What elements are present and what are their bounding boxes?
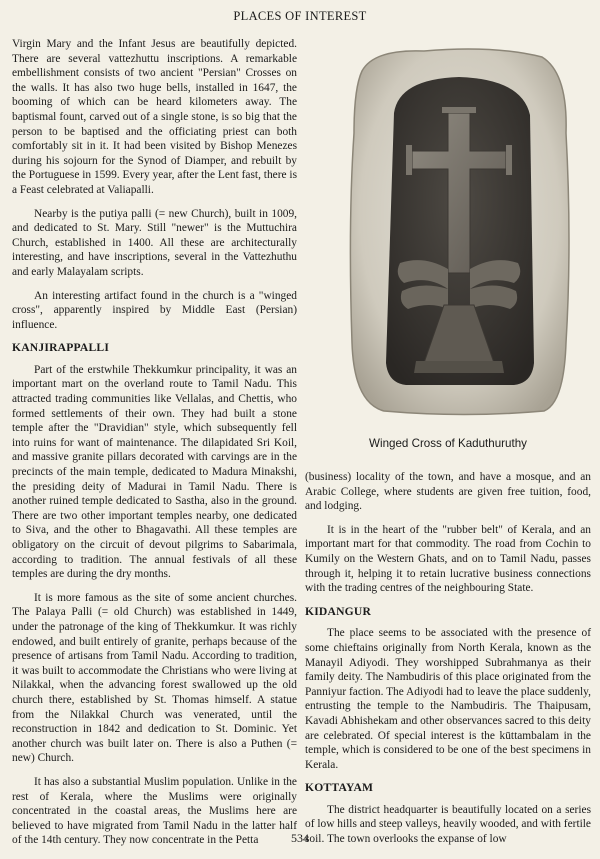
paragraph: (business) locality of the town, and have a mosque, and an Arabic College, where students are given free tuition, food, and lodging.	[305, 471, 591, 513]
paragraph: The district headquarter is beautifully located on a series of low hills and steep valleys, heavily wooded, and with fertile soil. The town overlooks the expanse of low	[305, 803, 591, 846]
paragraph: Part of the erstwhile Thekkumkur principality, it was an important mart on the overland route to Tamil Nadu. This attracted trading communities like Vellalas, and Chettis, who formed settlements of their own. They had built a stone temple after the "Dravidian" style, which subsequently fell into ruins for want of maintenance. The dilapidated Sri Koil, and massive granite pillars decorated with carvings are in the precincts of the main temple, dedicated to Madura Minakshi, the presiding deity of Madurai in Tamil Nadu. There is another ruined temple dedicated to Sastha, also in the ground. There are two other important temples nearby, one dedicated to Siva, and the other to Bhagavathi. All these temples are obligatory on the circuit of devout pilgrims to Sabarimala, according to tradition. The annual festivals of all these temples are during the dry months.	[12, 363, 297, 581]
section-heading-kanjirappalli: KANJIRAPPALLI	[12, 341, 110, 355]
paragraph: It has also a substantial Muslim population. Unlike in the rest of Kerala, where the Muslims were originally concentrated in the coastal areas, the Muslims here are believed to have migrated from Tamil Nadu in the latter half of the 14th century. They now concentrate in the Petta	[12, 775, 297, 847]
winged-cross-photo	[344, 43, 574, 418]
section-heading-kottayam: KOTTAYAM	[305, 781, 374, 795]
left-column	[12, 37, 297, 857]
paragraph: An interesting artifact found in the church is a "winged cross", apparently inspired by Middle East (Persian) influence.	[12, 289, 297, 331]
paragraph: Nearby is the putiya palli (= new Church), built in 1009, and dedicated to St. Mary. Still "newer" is the Muttuchira Church, established in 1400. All these are architecturally interesting, and have inscriptions, several in the Vattezhuthu and early Malayalam scripts.	[12, 207, 297, 278]
paragraph: The place seems to be associated with the presence of some chieftains originally from North Kerala, known as the Manayil Adiyodi. They worshipped Subrahmanya as their family deity. The Nambudiris of this place originated from the Panniyur faction. The Adiyodi had to leave the place suddenly, entrusting the temple to the Nambudiris. The Thaipusam, Kavadi Abhishekam and other observances sacred to this deity are celebrated. Of special interest is the kūttambalam in the temple, which is considered to be one of the best specimens in Kerala.	[305, 627, 591, 771]
paragraph: It is more famous as the site of some ancient churches. The Palaya Palli (= old Church) was established in 1449, under the patronage of the king of Thekkumkur. It was richly endowed, and built entirely of granite, perhaps because of the presence of artisans from Tamil Nadu. According to tradition, it was built to accommodate the Christians who were living at Nilakkal, when the advancing forest swallowed up the old church there, established by St. Thomas himself. A statue from the Nilakkal Church was venerated, until the reconstruction in 1842 and dedication to St. Dominic. Yet another church was built later on. There is also a Puthen (= new) Church.	[12, 591, 297, 765]
page-number: 534	[291, 831, 309, 845]
paragraph: It is in the heart of the "rubber belt" of Kerala, and an important mart for that commodity. The road from Cochin to Kumily on the Western Ghats, and on to Tamil Nadu, passes through it, helping it to retain lucrative business connections with the trading centres of the neighbouring State.	[305, 523, 591, 595]
running-header: PLACES OF INTEREST	[233, 9, 367, 23]
section-heading-kidangur: KIDANGUR	[305, 604, 372, 618]
paragraph: Virgin Mary and the Infant Jesus are beautifully depicted. There are several vattezhuttu inscriptions. A remarkable embellishment consists of two ancient "Persian" Crosses on the walls. It has also two huge bells, installed in 1647, the booming of which can be heard kilometers away. The baptismal fount, carved out of a single stone, is so big that the person to be baptised and the officiating priest can both comfortably sit in it. It had been visited by Bishop Menezes during his sojourn for the Synod of Diamper, and rebuilt by the Portuguese in 1599. Every year, after the Lent fast, there is a Feast celebrated at Valiapalli.	[12, 38, 297, 196]
figure-caption: Winged Cross of Kaduthuruthy	[369, 437, 527, 450]
right-column	[305, 470, 591, 856]
winged-cross-illustration	[344, 43, 574, 418]
